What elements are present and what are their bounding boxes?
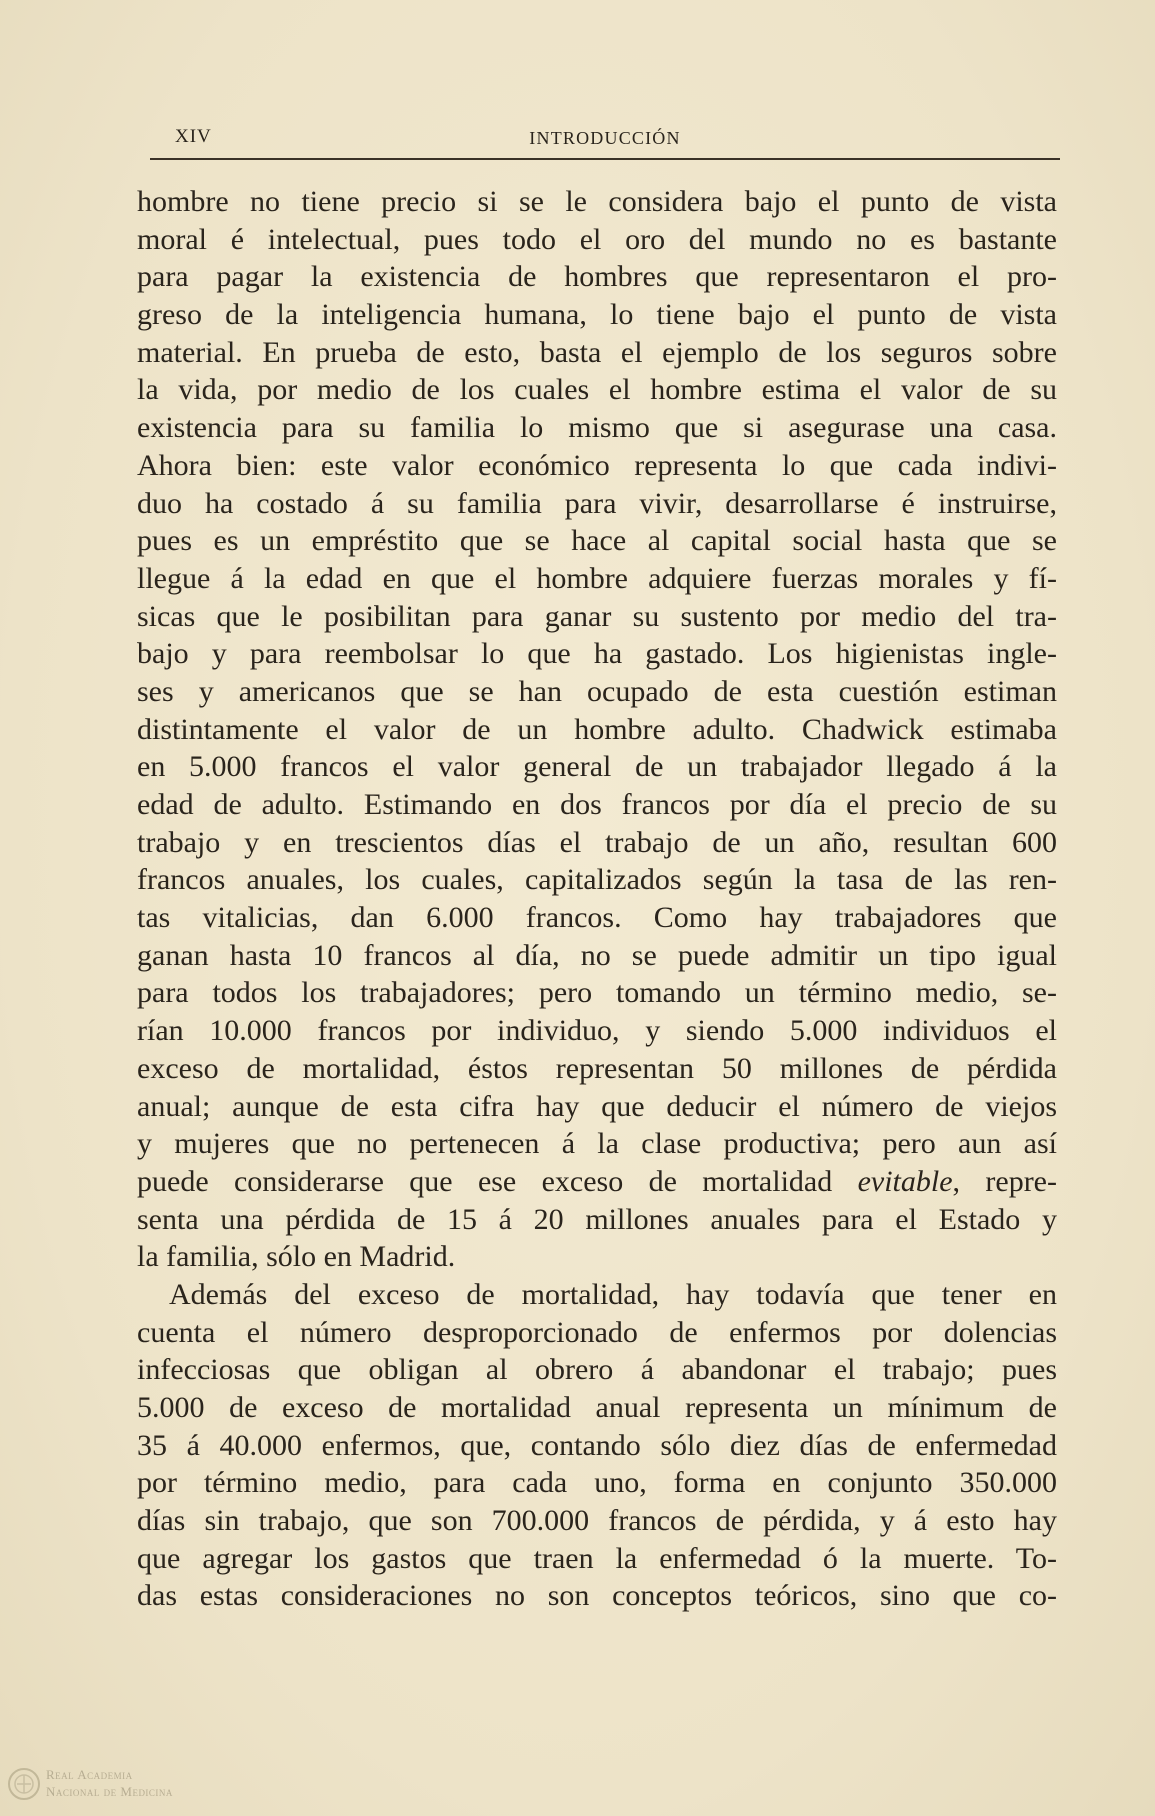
text-line: bajo y para reembolsar lo que ha gastado. Los higienistas ingle- — [137, 637, 1057, 671]
text-line: material. En prueba de esto, basta el ejemplo de los seguros sobre — [137, 335, 1057, 369]
text-line: exceso de mortalidad, éstos representan 50 millones de pérdida — [137, 1051, 1057, 1085]
page-header — [150, 122, 1060, 160]
body-text — [137, 183, 1057, 1615]
italic-word: evitable — [857, 1164, 953, 1198]
page-number: XIV — [175, 126, 212, 147]
text-line: tas vitalicias, dan 6.000 francos. Como hay trabajadores que — [137, 901, 1057, 935]
watermark-line: Real Academia — [46, 1767, 133, 1782]
text-line: ganan hasta 10 francos al día, no se puede admitir un tipo igual — [137, 938, 1057, 972]
text-line: que agregar los gastos que traen la enfermedad ó la muerte. To- — [137, 1541, 1057, 1575]
text-line: cuenta el número desproporcionado de enfermos por dolencias — [137, 1315, 1057, 1349]
text-line: anual; aunque de esta cifra hay que deducir el número de viejos — [137, 1089, 1057, 1123]
text-line: para todos los trabajadores; pero tomando un término medio, se- — [137, 976, 1057, 1010]
text-line: infecciosas que obligan al obrero á abandonar el trabajo; pues — [137, 1353, 1057, 1387]
text-line: hombre no tiene precio si se le considera bajo el punto de vista — [137, 185, 1057, 218]
text-line: trabajo y en trescientos días el trabajo de un año, resultan 600 — [137, 825, 1057, 859]
text-line: rían 10.000 francos por individuo, y siendo 5.000 individuos el — [137, 1014, 1057, 1048]
text-line: distintamente el valor de un hombre adulto. Chadwick estimaba — [137, 712, 1057, 746]
text-line: greso de la inteligencia humana, lo tiene bajo el punto de vista — [137, 298, 1057, 332]
running-head: INTRODUCCIÓN — [529, 128, 681, 148]
text-line-with-italic — [137, 1163, 1057, 1201]
library-watermark — [6, 1764, 236, 1808]
text-run: , repre- — [952, 1164, 1057, 1198]
text-line: la vida, por medio de los cuales el hombre estima el valor de su — [137, 373, 1057, 407]
watermark-text — [46, 1766, 173, 1800]
text-line: das estas consideraciones no son conceptos teóricos, sino que co- — [137, 1579, 1057, 1613]
text-line: francos anuales, los cuales, capitalizados según la tasa de las ren- — [137, 863, 1057, 897]
text-line: 35 á 40.000 enfermos, que, contando sólo diez días de enfermedad — [137, 1428, 1057, 1462]
text-line: Ahora bien: este valor económico representa lo que cada indivi- — [137, 448, 1057, 482]
text-line: la familia, sólo en Madrid. — [137, 1240, 456, 1274]
text-line: duo ha costado á su familia para vivir, desarrollarse é instruirse, — [137, 486, 1057, 520]
text-line: senta una pérdida de 15 á 20 millones anuales para el Estado y — [137, 1202, 1057, 1236]
text-line: días sin trabajo, que son 700.000 francos de pérdida, y á esto hay — [137, 1504, 1057, 1538]
paragraph-first-line: Además del exceso de mortalidad, hay todavía que tener en — [169, 1277, 1057, 1311]
text-line: existencia para su familia lo mismo que si asegurase una casa. — [137, 411, 1057, 445]
text-line: edad de adulto. Estimando en dos francos por día el precio de su — [137, 788, 1057, 821]
academy-seal-icon — [6, 1766, 42, 1802]
watermark-line: Nacional de Medicina — [46, 1784, 173, 1799]
text-line: por término medio, para cada uno, forma en conjunto 350.000 — [137, 1466, 1057, 1500]
text-line: para pagar la existencia de hombres que representaron el pro- — [137, 260, 1057, 294]
text-line: pues es un empréstito que se hace al capital social hasta que se — [137, 524, 1057, 558]
text-line: moral é intelectual, pues todo el oro del mundo no es bastante — [137, 222, 1057, 256]
text-line: 5.000 de exceso de mortalidad anual representa un mínimum de — [137, 1391, 1057, 1424]
text-line: llegue á la edad en que el hombre adquiere fuerzas morales y fí- — [137, 561, 1057, 595]
text-line: sicas que le posibilitan para ganar su sustento por medio del tra- — [137, 599, 1057, 633]
text-line: y mujeres que no pertenecen á la clase productiva; pero aun así — [137, 1127, 1057, 1161]
text-line: en 5.000 francos el valor general de un trabajador llegado á la — [137, 750, 1057, 784]
text-line: ses y americanos que se han ocupado de esta cuestión estiman — [137, 674, 1057, 708]
text-run: puede considerarse que ese exceso de mortalidad — [137, 1164, 858, 1198]
